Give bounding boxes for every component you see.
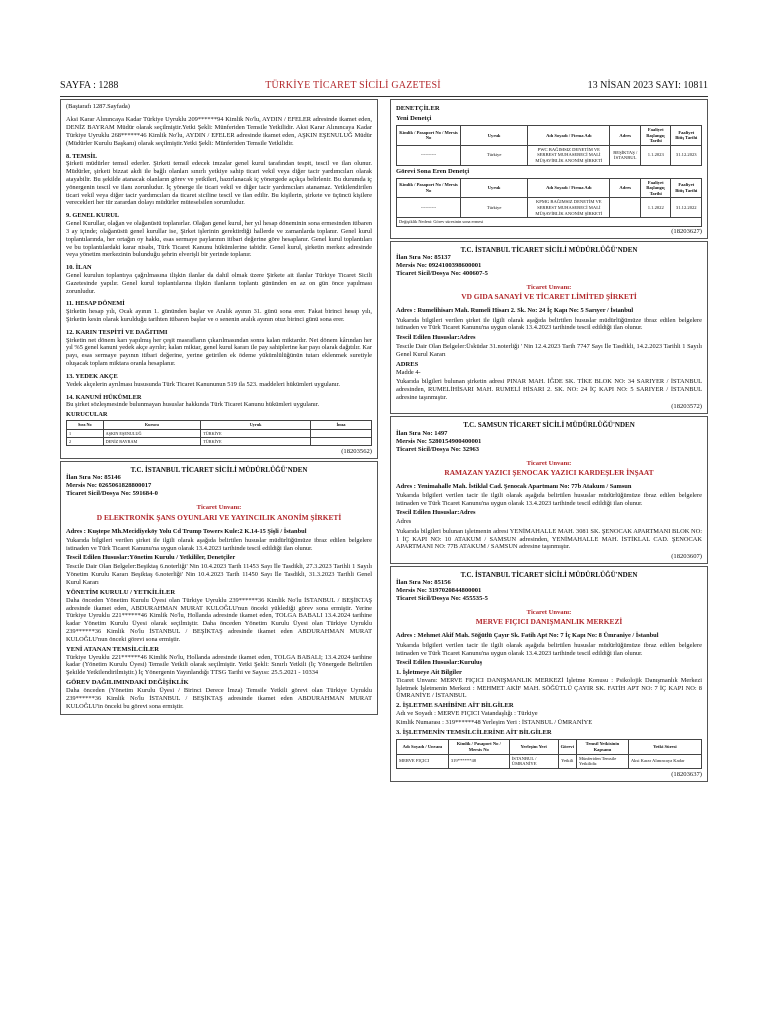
reference-number: (18203627): [671, 227, 702, 235]
table-header-cell: Görevi: [558, 740, 576, 754]
left-column: [60, 99, 378, 717]
notice-d-elektronik: [60, 461, 378, 715]
registry-office: T.C. İSTANBUL TİCARET SİCİLİ MÜDÜRLÜĞÜ'NDEN: [460, 570, 638, 579]
table-header-cell: Temsil Yetkisinin Kapsamı: [577, 740, 629, 754]
address-line: Adres : Mehmet Akif Mah. Söğütlü Çayır Sk. Fatih Apt No: 7 İç Kapı No: 8 Ümraniye / İstanbul: [396, 632, 659, 640]
ilan-number: İlan Sıra No: 85137: [396, 254, 451, 262]
table-row: [397, 198, 702, 218]
address-heading: ADRES: [396, 360, 419, 368]
section-11-heading: 11. HESAP DÖNEMİ: [66, 300, 125, 308]
section-12-heading: 12. KARIN TESPİTİ VE DAĞITIMI: [66, 328, 168, 336]
table-cell: KPMG BAĞIMSIZ DENETİM VE SERBEST MUHASEBECİ MALİ MÜŞAVİRLİK ANONİM ŞİRKETİ: [528, 198, 610, 218]
table-cell: [610, 198, 641, 218]
continuation-note: (Baştarafı 1287.Sayfada): [66, 103, 130, 110]
reference-number: (18203572): [671, 402, 702, 410]
trade-name: MERVE FIÇICI DANIŞMANLIK MERKEZİ: [475, 617, 623, 627]
table-cell: 1.1.2022: [640, 198, 671, 218]
table-header-cell: Faaliyet Başlangıç Tarihi: [640, 178, 671, 198]
representatives-table: [396, 739, 702, 768]
table-cell: 1: [67, 429, 104, 437]
registered-matters: Tescil Edilen Hususlar:Adres: [396, 509, 476, 517]
section-13-text: Yedek akçelerin ayrılması hususunda Türk Ticaret Kanununun 519 ila 523. maddeleri hükümleri uygulanır.: [66, 380, 340, 388]
table-cell: MERVE FIÇICI: [397, 754, 449, 768]
representatives-heading: 3. İŞLETMENİN TEMSİLCİLERİNE AİT BİLGİLER: [396, 729, 552, 737]
address-line: Adres : Yenimahalle Mah. İstiklal Cad. Şenocak Apartmanı No: 77b Atakum / Samsun: [396, 482, 632, 490]
table-header-row: [397, 126, 702, 146]
gazette-title: TÜRKİYE TİCARET SİCİLİ GAZETESİ: [265, 79, 441, 91]
notice-paragraph: Yukarıda bilgileri verilen şirket ile ilgili olarak aşağıda belirtilen hususlar müdürlüğümüze ibraz edilen belgelere istinaden ve Türk Ticaret Kanunu'na uygun olarak 13.4.2023 tarihinde tescil edildiği ilan olunur.: [66, 536, 372, 552]
address-change-text: Yukarıda bilgileri bulunan işletmenin adresi YENİMAHALLE MAH. 3081 SK. ŞENOCAK APARTMANI BLOK NO: 1 İÇ KAPI NO: 10 ATAKUM / SAMSUN adresinden, YENİMAHALLE MAH. İSTİKLAL CAD. ŞENOCAK APARTMANI NO: 77B ATAKUM / SAMSUN adresine taşınmıştır.: [396, 527, 702, 551]
table-header-cell: Faaliyet Bitiş Tarihi: [671, 126, 702, 146]
table-cell: DENİZ BAYRAM: [103, 437, 201, 445]
business-info-heading: 1. İşletmeye Ait Bilgiler: [396, 668, 462, 676]
owner-name-line: Adı ve Soyadı : MERVE FIÇICI Vatandaşlığı : Türkiye: [396, 710, 538, 718]
owner-info-heading: 2. İŞLETME SAHİBİNE AİT BİLGİLER: [396, 702, 514, 710]
table-cell: 2: [67, 437, 104, 445]
registry-office: T.C. İSTANBUL TİCARET SİCİLİ MÜDÜRLÜĞÜ'NDEN: [130, 465, 308, 474]
issue-date: 13 NİSAN 2023 SAYI: 10811: [587, 79, 708, 91]
table-header-cell: Kimlik / Pasaport No / Mersis No: [448, 740, 509, 754]
registered-matters: Tescil Edilen Hususlar:Kuruluş: [396, 658, 483, 666]
registry-office: T.C. İSTANBUL TİCARET SİCİLİ MÜDÜRLÜĞÜ'NDEN: [460, 245, 638, 254]
section-14-heading: 14. KANUNİ HÜKÜMLER: [66, 393, 142, 401]
page-header: [60, 78, 708, 94]
notice-merve-ficici: [390, 566, 708, 782]
notice-ramazan-yazici: [390, 416, 708, 564]
mersis-number: Mersis No: 3197020844800001: [396, 587, 482, 595]
notice-paragraph: Yukarıda bilgileri verilen tacir ile ilgili olarak aşağıda belirtilen hususlar müdürlüğümüze ibraz edilen belgelere istinaden ve Türk Ticaret Kanunu'na uygun olarak 13.4.2023 tarihinde tescil edildiği ilan olunur.: [396, 641, 702, 657]
new-auditor-heading: Yeni Denetçi: [396, 115, 432, 123]
notice-paragraph: Yukarıda bilgileri verilen tacir ile ilgili olarak aşağıda belirtilen hususlar müdürlüğümüze ibraz edilen belgelere istinaden ve Türk Ticaret Kanunu'na uygun olarak 13.4.2023 tarihinde tescil edildiği ilan olunur.: [396, 492, 702, 507]
page-number: SAYFA : 1288: [60, 79, 119, 91]
table-cell: TÜRKİYE: [201, 429, 311, 437]
table-header-cell: Kimlik / Pasaport No / Mersis No: [397, 178, 461, 198]
address-label: Adres: [396, 518, 412, 526]
section-12-text: Şirketin net dönem karı yapılmış her çeşit masrafların çıkarılmasından sonra kalan miktardır. Net dönem kârından her yıl %5 genel kanuni yedek akçe ayrılır; kalan miktar, genel kurul kararı ile pay sahiplerine kar payı olarak dağıtılır. Kar payı, esas sermaye payının itibari değerine, yerine getirilen ek ödeme yükümlülüğünün tutarı eklenmek suretiyle oluşacak toplam miktara oranla hesaplanır.: [66, 336, 372, 368]
founders-table: [66, 420, 372, 445]
section-9-heading: 9. GENEL KURUL: [66, 212, 120, 220]
notice-auditors: [390, 99, 708, 239]
trade-name: RAMAZAN YAZICI ŞENOCAK YAZICI KARDEŞLER İNŞAAT: [444, 467, 654, 477]
ilan-number: İlan Sıra No: 85146: [66, 474, 121, 482]
table-header-cell: Adres: [610, 178, 641, 198]
table-header-cell: İmza: [310, 421, 371, 429]
table-cell: ----------: [397, 198, 461, 218]
table-cell: Aksi Karar Alınıncaya Kadar: [628, 754, 701, 768]
mersis-number: Mersis No: 0924100398600001: [396, 262, 482, 270]
table-cell: Münferiden Temsile Yetkilidir.: [577, 754, 629, 768]
trade-name: D ELEKTRONİK ŞANS OYUNLARI VE YAYINCILIK ANONİM ŞİRKETİ: [96, 512, 342, 522]
table-header-row: [67, 421, 372, 429]
notice-continued: [60, 99, 378, 459]
section-8-text: Şirketi müdürler temsil ederler. Şirketi temsil edecek imzalar genel kurul tarafından tespit, tescil ve ilan olunur. Müdürler, şirketi bizzat akdi ile bağlı olanları sınırlı yetkiye sahip ticari vekil veya diğer tacir yardımcıları olarak atayabilir. Bu şekilde atanacak olanların görev ve yetkileri, hazırlanacak iç yönergede açıkça belirlenir. Bu durumda iç yönergenin tescil ve ilanı zorunludur. İç yönerge ile ticari vekil ve diğer tacir yardımcıları atanamaz. Yetkilendirilen ticari vekil veya diğer tacir yardımcıları da ticaret siciline tescil ve ilan edilir. Bu kişilerin, şirkete ve üçüncü kişilere verecekleri her tür zarardan dolayı müdürler müteselsilen sorumludur.: [66, 160, 372, 207]
table-row: [67, 429, 372, 437]
article-label: Madde 4-: [396, 368, 421, 376]
address-line: Adres : Kuştepe Mh.Mecidiyeköy Yolu Cd Trump Towers Kule:2 K.14-15 Şişli / İstanbul: [66, 527, 307, 535]
new-reps-heading: YENİ ATANAN TEMSİLCİLER: [66, 645, 160, 653]
table-header-cell: Adı Soyadı / Firma Adı: [528, 178, 610, 198]
trade-name-label: Ticaret Unvanı:: [526, 284, 572, 292]
board-text: Daha önceden Yönetim Kurulu Üyesi olan Türkiye Uyruklu 239******36 Kimlik No'lu İSTANBUL / BEŞİKTAŞ adresinde ikamet eden, ABDURAHMAN MURAT KULOĞLU'nun önceki yüklediği görev sona ermiştir. Yerine Türkiye Uyruklu 221******46 Kimlik No'lu, Hollanda adresinde ikamet eden, TOLGA BABALI 13.4.2024 tarihine kadar Yönetim Kurulu Üyesi olarak seçilmiştir. Daha önceden Yönetim Kurulu Üyesi olan Türkiye Uyruklu 239******36 Kimlik No'lu İSTANBUL / BEŞİKTAŞ adresinde ikamet eden ABDURAHMAN MURAT KULOĞLU'nun önceki görevi sona ermiştir.: [66, 596, 372, 643]
table-cell: Türkiye: [461, 198, 528, 218]
board-heading: YÖNETİM KURULU / YETKİLİLER: [66, 588, 176, 596]
table-row: [67, 437, 372, 445]
ended-auditor-heading: Görevi Sona Eren Denetçi: [396, 167, 470, 175]
table-header-row: [397, 740, 702, 754]
new-reps-text: Türkiye Uyruklu 221******46 Kimlik No'lu, Hollanda adresinde ikamet eden, TOLGA BABALI; 13.4.2024 tarihine kadar (Yönetim Kurulu Üyesi) Temsile Yetkili olarak seçilmiştir. Yetki Şekli: Sınırlı Yetkili (İç Yönergede Belirtilen Şekilde Yetkilendirilmiştir.) İç Yönergenin Yayınlandığı TTSG Tarihi ve Sayısı: 25.5.2021 - 10334: [66, 653, 372, 677]
documents-line: Tescile Dair Olan Belgeler:Beşiktaş 6.noterliği' Nin 10.4.2023 Tarih 11453 Sayı İle Tasdikli, 27.3.2023 Tarihli 1 Sayılı Yönetim Kurulu Kararı Beşiktaş 6.noterliği' Nin 10.4.2023 Tarih 11450 Sayı İle Tasdikli, 31.3.2023 Tarihli Genel Kurul Kararı: [66, 563, 372, 586]
registry-number: Ticaret Sicil/Dosya No: 455535-5: [396, 595, 488, 603]
table-cell: BEŞİKTAŞ / İSTANBUL: [610, 145, 641, 165]
mersis-number: Mersis No: 0265061828800017: [66, 482, 152, 490]
documents-line: Tescile Dair Olan Belgeler:Üsküdar 31.noterliği ' Nin 12.4.2023 Tarih 7747 Sayı İle Tasdikli, 14.2.2023 Tarihli 1 Sayılı Genel Kurul Kararı: [396, 343, 702, 358]
table-header-cell: Kurucu: [103, 421, 201, 429]
owner-id-line: Kimlik Numarası : 319******48 Yerleşim Yeri : İSTANBUL / ÜMRANİYE: [396, 719, 593, 727]
section-9-text: Genel Kurullar, olağan ve olağanüstü toplanırlar. Olağan genel kurul, her yıl hesap döneminin sona ermesinden itibaren 3 ay içinde; olağanüstü genel kurullar ise, Şirket işlerinin gerektirdiği hallerde ve zamanlarda toplanır. Genel kurul toplantılarında, her ortağın oy hakkı, esas sermaye paylarının itibari değerine göre hesaplanır. Genel kurul toplantıları ve bu toplantılardaki karar nisabı, Türk Ticaret Kanunu hükümlerine tabidir. Genel kurul, şirketin merkez adresinde veya yönetim merkezinin bulunduğu şehrin elverişli bir yerinde toplanır.: [66, 220, 372, 259]
section-10-text: Genel kurulun toplantıya çağrılmasına ilişkin ilanlar da dahil olmak üzere Şirkete ait ilanlar Türkiye Ticaret Sicili Gazetesinde yapılır. Genel kurul toplantılarına ilişkin ilanların toplantı gününden en az on gün önce yapılması zorunludur.: [66, 271, 372, 295]
right-column: [390, 99, 708, 784]
mersis-number: Mersis No: 5280154900400001: [396, 437, 482, 445]
table-cell: TÜRKİYE: [201, 437, 311, 445]
trade-name: VD GIDA SANAYİ VE TİCARET LİMİTED ŞİRKETİ: [461, 292, 637, 302]
table-cell: AŞKIN EŞENULUĞ: [103, 429, 201, 437]
registry-number: Ticaret Sicil/Dosya No: 400607-5: [396, 270, 488, 278]
table-cell: [310, 429, 371, 437]
table-header-cell: Yetki Süresi: [628, 740, 701, 754]
ilan-number: İlan Sıra No: 1497: [396, 429, 448, 437]
registry-number: Ticaret Sicil/Dosya No: 591684-0: [66, 490, 158, 498]
reference-number: (18203607): [671, 552, 702, 560]
table-header-row: [397, 178, 702, 198]
table-row: [397, 145, 702, 165]
table-header-cell: Kimlik / Pasaport No / Mersis No: [397, 126, 461, 146]
table-cell: İSTANBUL / ÜMRANİYE: [509, 754, 558, 768]
table-header-cell: Adı Soyadı / Firma Adı: [528, 126, 610, 146]
trade-name-label: Ticaret Unvanı:: [196, 504, 242, 512]
table-cell: 319******48: [448, 754, 509, 768]
address-change-text: Yukarıda bilgileri bulunan şirketin adresi PINAR MAH. İĞDE SK. TİKE BLOK NO: 34 SARIYER / İSTANBUL adresinden, RUMELİHİSARI MAH. RUMELİ HİSARI 2. SK. NO: 24 İÇ KAPI NO: 5 SARIYER / İSTANBUL adresine taşınmıştır.: [396, 378, 702, 401]
table-header-cell: Faaliyet Başlangıç Tarihi: [640, 126, 671, 146]
trade-name-label: Ticaret Unvanı:: [526, 459, 572, 467]
ilan-number: İlan Sıra No: 85156: [396, 579, 451, 587]
new-auditor-table: [396, 125, 702, 166]
notice-vd-gida: [390, 241, 708, 414]
founders-heading: KURUCULAR: [66, 410, 108, 418]
ended-auditor-table: [396, 178, 702, 219]
table-header-cell: Yerleşim Yeri: [509, 740, 558, 754]
notice-paragraph: Yukarıda bilgileri verilen şirket ile ilgili olarak aşağıda belirtilen hususlar müdürlüğümüze ibraz edilen belgelere istinaden ve Türk Ticaret Kanunu'na uygun olarak 13.4.2023 tarihinde tescil edildiği ilan olunur.: [396, 316, 702, 332]
registry-office: T.C. SAMSUN TİCARET SİCİLİ MÜDÜRLÜĞÜ'NDEN: [463, 421, 635, 429]
change-reason: Değişiklik Nedeni: Görev süresinin sona ermesi: [396, 218, 702, 226]
table-header-cell: Uyruk: [461, 178, 528, 198]
section-10-heading: 10. İLAN: [66, 264, 92, 272]
reference-number: (18203637): [671, 770, 702, 778]
section-13-heading: 13. YEDEK AKÇE: [66, 372, 118, 380]
business-info-text: Ticaret Unvanı: MERVE FIÇICI DANIŞMANLIK MERKEZİ İşletme Konusu : Psikolojik Danışmanlık Merkezi İşletmek İşletmenin Merkezi : MEHMET AKİF MAH. SÖĞÜTLÜ ÇAYIR SK. FATİH APT NO: 7 İÇ KAPI NO: 8 ÜMRANİYE / İSTANBUL: [396, 676, 702, 700]
duty-change-heading: GÖREV DAĞILIMINDAKİ DEĞİŞİKLİK: [66, 679, 189, 687]
table-header-cell: Sıra No: [67, 421, 104, 429]
reference-number: (18203562): [341, 447, 372, 455]
trade-name-label: Ticaret Unvanı:: [526, 609, 572, 617]
table-cell: [310, 437, 371, 445]
address-line: Adres : Rumelihisarı Mah. Rumeli Hisarı 2. Sk. No: 24 İç Kapı No: 5 Sarıyer / İstanbul: [396, 307, 634, 315]
section-14-text: Bu şirket sözleşmesinde bulunmayan hususlar hakkında Türk Ticaret Kanunu hükümleri uygulanır.: [66, 401, 320, 409]
registered-matters: Tescil Edilen Hususlar:Yönetim Kurulu / Yetkililer, Denetçiler: [66, 553, 236, 561]
table-cell: Türkiye: [461, 145, 528, 165]
section-8-heading: 8. TEMSİL: [66, 152, 98, 160]
table-header-cell: Uyruk: [461, 126, 528, 146]
table-header-cell: Uyruk: [201, 421, 311, 429]
registry-number: Ticaret Sicil/Dosya No: 32963: [396, 445, 480, 453]
table-row: [397, 754, 702, 768]
table-cell: 31.12.2023: [671, 145, 702, 165]
intro-paragraph: Aksi Karar Alınıncaya Kadar Türkiye Uyruklu 209******94 Kimlik No'lu, AYDIN / EFELER adresinde ikamet eden, DENİZ BAYRAM Müdür olarak seçilmiştir.Yetki Şekli: Münferiden Temsile Yetkilidir. Aksi Karar Alınıncaya Kadar Türkiye Uyruklu 268******46 Kimlik No'lu, AYDIN / EFELER adresinde ikamet eden, AŞKIN EŞENULUĞ Müdür (Müdürler Kurulu Başkanı) olarak seçilmiştir.Yetki Şekli: Münferiden Temsile Yetkilidir.: [66, 116, 372, 147]
auditors-heading: DENETÇİLER: [396, 105, 440, 112]
table-cell: PWC BAĞIMSIZ DENETİM VE SERBEST MUHASEBECİ MALİ MÜŞAVİRLİK ANONİM ŞİRKETİ: [528, 145, 610, 165]
table-cell: 31.12.2022: [671, 198, 702, 218]
table-cell: ----------: [397, 145, 461, 165]
table-cell: Yetkili: [558, 754, 576, 768]
header-rule: [60, 96, 708, 97]
registered-matters: Tescil Edilen Hususlar:Adres: [396, 333, 476, 341]
table-header-cell: Adres: [610, 126, 641, 146]
duty-change-text: Daha önceden (Yönetim Kurulu Üyesi / Birinci Derece İmza) Temsile Yetkili görevi olan Türkiye Uyruklu 239******36 Kimlik No'lu İSTANBUL / BEŞİKTAŞ adresinde ikamet eden ABDURAHMAN MURAT KULOĞLU'in önceki bu görevi sona ermiştir.: [66, 687, 372, 710]
table-header-cell: Adı Soyadı / Unvanı: [397, 740, 449, 754]
section-11-text: Şirketin hesap yılı, Ocak ayının 1. gününden başlar ve Aralık ayının 31. günü sona erer. Fakat birinci hesap yılı, Şirketin kesin olarak kurulduğu tarihten itibaren başlar ve o senenin aralık ayının otuz birinci günü sona erer.: [66, 308, 372, 323]
table-cell: 1.1.2023: [640, 145, 671, 165]
table-header-cell: Faaliyet Bitiş Tarihi: [671, 178, 702, 198]
